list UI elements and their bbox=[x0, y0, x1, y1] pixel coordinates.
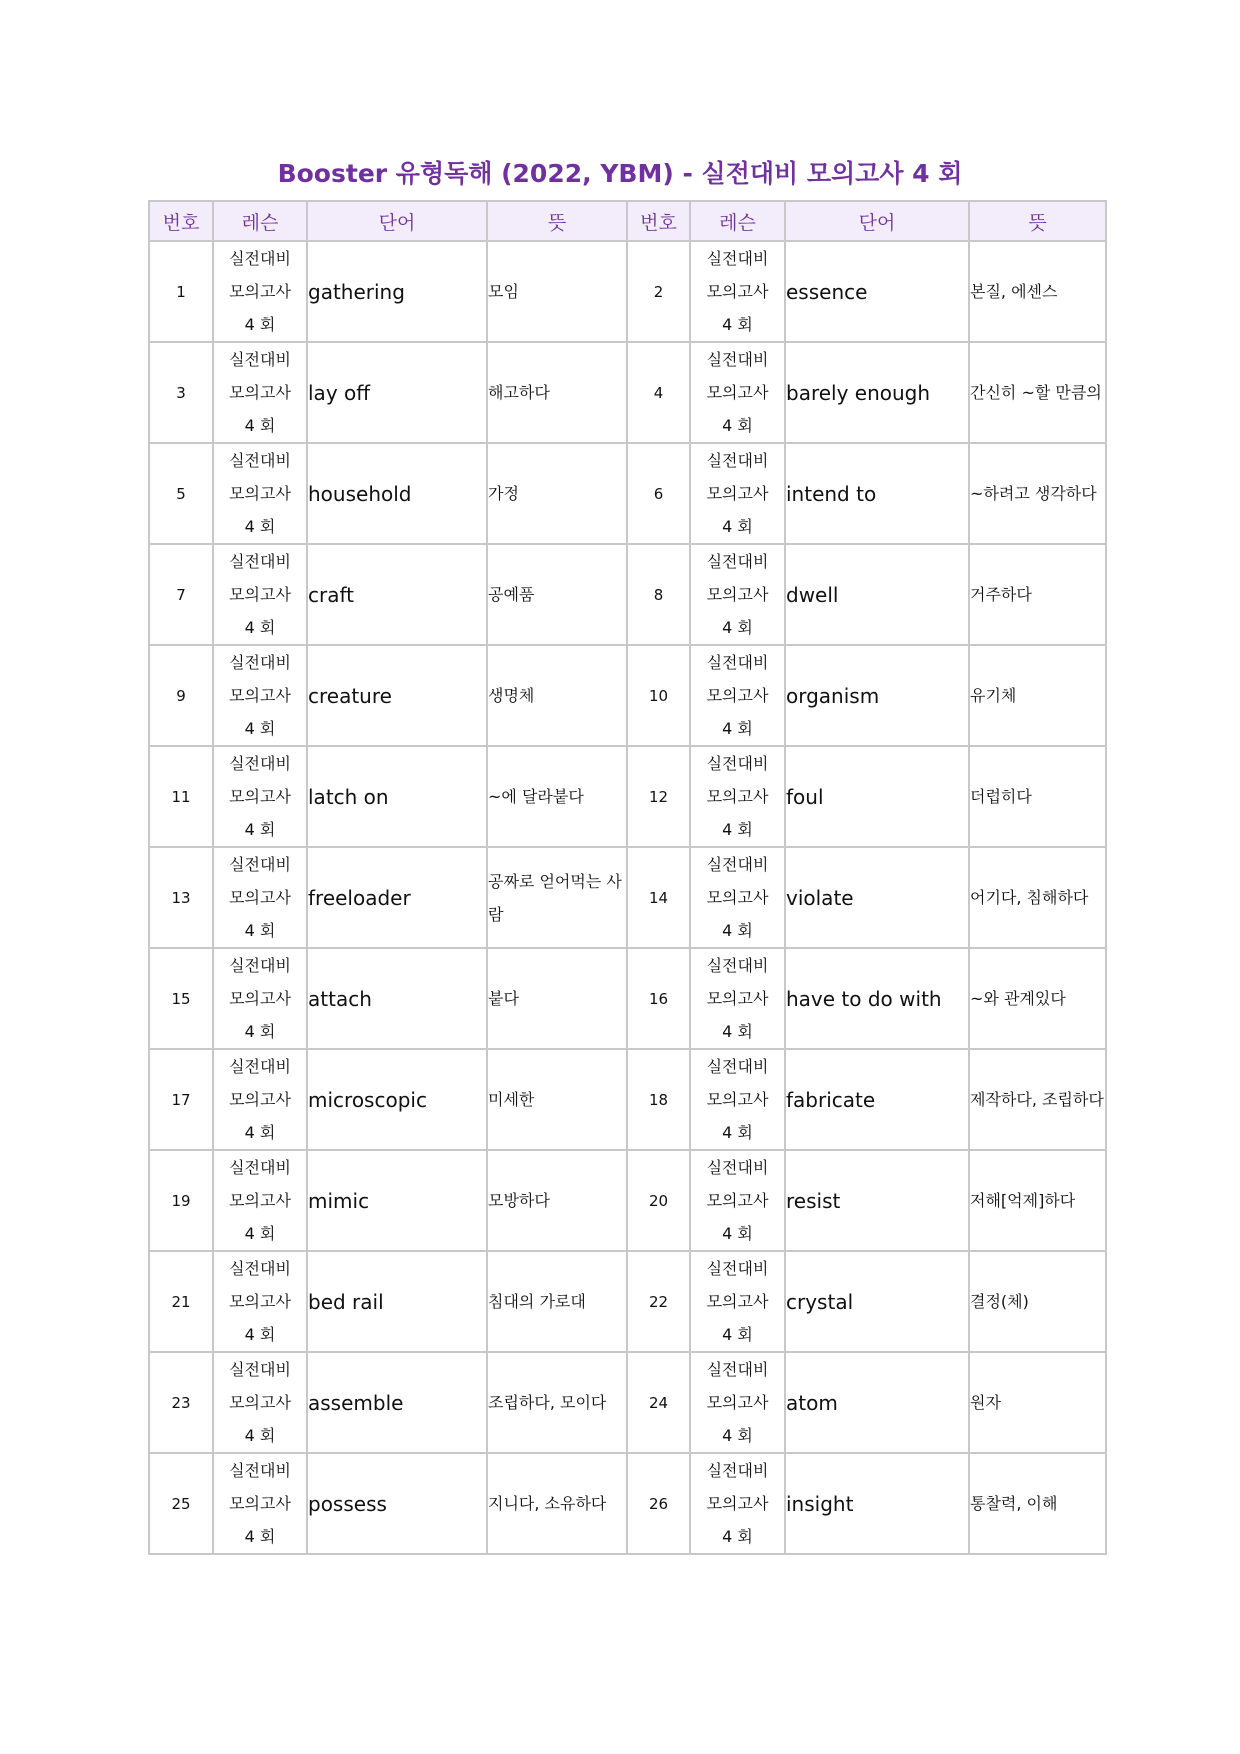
lesson-line: 4 회 bbox=[244, 719, 276, 738]
entry-word: atom bbox=[785, 1352, 969, 1453]
entry-lesson bbox=[690, 1352, 785, 1453]
entry-word: possess bbox=[307, 1453, 487, 1554]
lesson-line: 4 회 bbox=[722, 1123, 753, 1142]
entry-word: craft bbox=[307, 544, 487, 645]
lesson-line: 실전대비 bbox=[706, 1461, 769, 1480]
entry-word: creature bbox=[307, 645, 487, 746]
entry-lesson bbox=[213, 746, 307, 847]
entry-lesson bbox=[690, 1251, 785, 1352]
entry-lesson bbox=[690, 342, 785, 443]
lesson-line: 모의고사 bbox=[229, 484, 291, 503]
lesson-line: 모의고사 bbox=[706, 585, 769, 604]
entry-lesson bbox=[690, 1453, 785, 1554]
entry-meaning: 어기다, 침해하다 bbox=[969, 847, 1106, 948]
lesson-line: 4 회 bbox=[244, 1123, 276, 1142]
lesson-line: 실전대비 bbox=[706, 1259, 769, 1278]
entry-lesson bbox=[213, 1150, 307, 1251]
entry-number: 24 bbox=[627, 1352, 690, 1453]
table-row bbox=[149, 645, 1106, 746]
entry-meaning: 해고하다 bbox=[487, 342, 627, 443]
entry-meaning: 통찰력, 이해 bbox=[969, 1453, 1106, 1554]
entry-word: have to do with bbox=[785, 948, 969, 1049]
entry-lesson bbox=[690, 1049, 785, 1150]
entry-meaning: 공짜로 얻어먹는 사람 bbox=[487, 847, 627, 948]
entry-word: dwell bbox=[785, 544, 969, 645]
lesson-line: 실전대비 bbox=[229, 1461, 291, 1480]
entry-lesson bbox=[690, 746, 785, 847]
lesson-line: 실전대비 bbox=[229, 653, 291, 672]
entry-word: attach bbox=[307, 948, 487, 1049]
lesson-line: 4 회 bbox=[722, 416, 753, 435]
entry-meaning: 간신히 ~할 만큼의 bbox=[969, 342, 1106, 443]
lesson-line: 모의고사 bbox=[229, 1393, 291, 1412]
header-number: 번호 bbox=[149, 201, 213, 241]
lesson-line: 4 회 bbox=[722, 1325, 753, 1344]
lesson-line: 4 회 bbox=[722, 315, 753, 334]
lesson-line: 실전대비 bbox=[229, 1360, 291, 1379]
entry-lesson bbox=[213, 948, 307, 1049]
entry-meaning: 유기체 bbox=[969, 645, 1106, 746]
lesson-line: 실전대비 bbox=[229, 350, 291, 369]
lesson-line: 모의고사 bbox=[229, 383, 291, 402]
header-word: 단어 bbox=[307, 201, 487, 241]
lesson-line: 4 회 bbox=[722, 1224, 753, 1243]
lesson-line: 실전대비 bbox=[229, 552, 291, 571]
entry-number: 7 bbox=[149, 544, 213, 645]
table-row bbox=[149, 847, 1106, 948]
vocab-table-body bbox=[149, 241, 1106, 1554]
entry-number: 22 bbox=[627, 1251, 690, 1352]
entry-lesson bbox=[213, 1049, 307, 1150]
entry-lesson bbox=[213, 1251, 307, 1352]
entry-lesson bbox=[690, 948, 785, 1049]
lesson-line: 실전대비 bbox=[229, 451, 291, 470]
entry-number: 23 bbox=[149, 1352, 213, 1453]
lesson-line: 4 회 bbox=[722, 921, 753, 940]
lesson-line: 4 회 bbox=[722, 820, 753, 839]
header-meaning: 뜻 bbox=[969, 201, 1106, 241]
lesson-line: 4 회 bbox=[244, 315, 276, 334]
lesson-line: 4 회 bbox=[244, 1527, 276, 1546]
entry-number: 9 bbox=[149, 645, 213, 746]
entry-lesson bbox=[213, 645, 307, 746]
entry-meaning: 붙다 bbox=[487, 948, 627, 1049]
entry-number: 14 bbox=[627, 847, 690, 948]
table-row bbox=[149, 746, 1106, 847]
vocab-table bbox=[148, 200, 1107, 1555]
entry-meaning: 모방하다 bbox=[487, 1150, 627, 1251]
entry-number: 20 bbox=[627, 1150, 690, 1251]
table-row bbox=[149, 241, 1106, 342]
entry-word: essence bbox=[785, 241, 969, 342]
lesson-line: 4 회 bbox=[244, 1426, 276, 1445]
entry-number: 25 bbox=[149, 1453, 213, 1554]
entry-number: 5 bbox=[149, 443, 213, 544]
entry-word: bed rail bbox=[307, 1251, 487, 1352]
entry-meaning: ~와 관계있다 bbox=[969, 948, 1106, 1049]
entry-number: 12 bbox=[627, 746, 690, 847]
entry-word: microscopic bbox=[307, 1049, 487, 1150]
entry-word: foul bbox=[785, 746, 969, 847]
header-lesson: 레슨 bbox=[213, 201, 307, 241]
entry-number: 26 bbox=[627, 1453, 690, 1554]
entry-lesson bbox=[690, 544, 785, 645]
lesson-line: 모의고사 bbox=[229, 989, 291, 1008]
entry-number: 11 bbox=[149, 746, 213, 847]
lesson-line: 실전대비 bbox=[706, 249, 769, 268]
table-row bbox=[149, 948, 1106, 1049]
table-row bbox=[149, 1251, 1106, 1352]
lesson-line: 모의고사 bbox=[229, 1292, 291, 1311]
table-row bbox=[149, 544, 1106, 645]
lesson-line: 실전대비 bbox=[706, 1360, 769, 1379]
header-meaning: 뜻 bbox=[487, 201, 627, 241]
entry-word: assemble bbox=[307, 1352, 487, 1453]
lesson-line: 실전대비 bbox=[706, 956, 769, 975]
lesson-line: 모의고사 bbox=[229, 282, 291, 301]
lesson-line: 4 회 bbox=[722, 618, 753, 637]
entry-meaning: 저해[억제]하다 bbox=[969, 1150, 1106, 1251]
header-word: 단어 bbox=[785, 201, 969, 241]
lesson-line: 실전대비 bbox=[706, 350, 769, 369]
lesson-line: 실전대비 bbox=[229, 1259, 291, 1278]
page-title: Booster 유형독해 (2022, YBM) - 실전대비 모의고사 4 회 bbox=[277, 159, 963, 188]
table-row bbox=[149, 1150, 1106, 1251]
lesson-line: 실전대비 bbox=[706, 1158, 769, 1177]
entry-meaning: 거주하다 bbox=[969, 544, 1106, 645]
entry-word: latch on bbox=[307, 746, 487, 847]
lesson-line: 4 회 bbox=[722, 1527, 753, 1546]
lesson-line: 모의고사 bbox=[229, 686, 291, 705]
lesson-line: 모의고사 bbox=[706, 1292, 769, 1311]
lesson-line: 4 회 bbox=[722, 719, 753, 738]
entry-lesson bbox=[213, 544, 307, 645]
entry-word: organism bbox=[785, 645, 969, 746]
lesson-line: 실전대비 bbox=[706, 1057, 769, 1076]
lesson-line: 모의고사 bbox=[706, 888, 769, 907]
lesson-line: 모의고사 bbox=[229, 585, 291, 604]
lesson-line: 실전대비 bbox=[229, 956, 291, 975]
entry-lesson bbox=[213, 443, 307, 544]
entry-meaning: 조립하다, 모이다 bbox=[487, 1352, 627, 1453]
lesson-line: 모의고사 bbox=[706, 1393, 769, 1412]
entry-word: crystal bbox=[785, 1251, 969, 1352]
entry-meaning: 미세한 bbox=[487, 1049, 627, 1150]
lesson-line: 4 회 bbox=[244, 1022, 276, 1041]
entry-number: 16 bbox=[627, 948, 690, 1049]
lesson-line: 모의고사 bbox=[706, 787, 769, 806]
entry-word: household bbox=[307, 443, 487, 544]
entry-number: 1 bbox=[149, 241, 213, 342]
lesson-line: 모의고사 bbox=[229, 787, 291, 806]
table-row bbox=[149, 1352, 1106, 1453]
entry-word: insight bbox=[785, 1453, 969, 1554]
header-number: 번호 bbox=[627, 201, 690, 241]
entry-number: 13 bbox=[149, 847, 213, 948]
entry-lesson bbox=[690, 645, 785, 746]
entry-number: 19 bbox=[149, 1150, 213, 1251]
entry-meaning: 결정(체) bbox=[969, 1251, 1106, 1352]
entry-number: 8 bbox=[627, 544, 690, 645]
entry-word: mimic bbox=[307, 1150, 487, 1251]
entry-meaning: 공예품 bbox=[487, 544, 627, 645]
lesson-line: 4 회 bbox=[244, 618, 276, 637]
entry-lesson bbox=[213, 1453, 307, 1554]
entry-number: 21 bbox=[149, 1251, 213, 1352]
lesson-line: 4 회 bbox=[722, 1022, 753, 1041]
lesson-line: 4 회 bbox=[244, 1325, 276, 1344]
entry-lesson bbox=[690, 443, 785, 544]
entry-number: 3 bbox=[149, 342, 213, 443]
entry-lesson bbox=[690, 241, 785, 342]
entry-word: freeloader bbox=[307, 847, 487, 948]
table-row bbox=[149, 1049, 1106, 1150]
lesson-line: 실전대비 bbox=[706, 855, 769, 874]
entry-meaning: 생명체 bbox=[487, 645, 627, 746]
entry-word: barely enough bbox=[785, 342, 969, 443]
lesson-line: 모의고사 bbox=[229, 888, 291, 907]
lesson-line: 모의고사 bbox=[229, 1494, 291, 1513]
table-row bbox=[149, 443, 1106, 544]
entry-number: 17 bbox=[149, 1049, 213, 1150]
lesson-line: 4 회 bbox=[722, 517, 753, 536]
entry-word: gathering bbox=[307, 241, 487, 342]
lesson-line: 모의고사 bbox=[706, 989, 769, 1008]
entry-meaning: 본질, 에센스 bbox=[969, 241, 1106, 342]
lesson-line: 실전대비 bbox=[229, 1057, 291, 1076]
entry-meaning: ~하려고 생각하다 bbox=[969, 443, 1106, 544]
lesson-line: 4 회 bbox=[244, 416, 276, 435]
entry-word: resist bbox=[785, 1150, 969, 1251]
entry-meaning: ~에 달라붙다 bbox=[487, 746, 627, 847]
entry-meaning: 모임 bbox=[487, 241, 627, 342]
lesson-line: 실전대비 bbox=[229, 754, 291, 773]
table-row bbox=[149, 342, 1106, 443]
header-lesson: 레슨 bbox=[690, 201, 785, 241]
entry-meaning: 더럽히다 bbox=[969, 746, 1106, 847]
entry-word: lay off bbox=[307, 342, 487, 443]
entry-lesson bbox=[213, 342, 307, 443]
lesson-line: 모의고사 bbox=[706, 1494, 769, 1513]
entry-lesson bbox=[213, 847, 307, 948]
entry-word: intend to bbox=[785, 443, 969, 544]
entry-number: 15 bbox=[149, 948, 213, 1049]
lesson-line: 모의고사 bbox=[229, 1090, 291, 1109]
entry-number: 2 bbox=[627, 241, 690, 342]
lesson-line: 4 회 bbox=[722, 1426, 753, 1445]
lesson-line: 모의고사 bbox=[706, 484, 769, 503]
header-row bbox=[149, 201, 1106, 241]
entry-meaning: 가정 bbox=[487, 443, 627, 544]
lesson-line: 모의고사 bbox=[706, 1191, 769, 1210]
entry-word: fabricate bbox=[785, 1049, 969, 1150]
entry-lesson bbox=[213, 241, 307, 342]
entry-number: 4 bbox=[627, 342, 690, 443]
lesson-line: 4 회 bbox=[244, 820, 276, 839]
entry-lesson bbox=[690, 1150, 785, 1251]
lesson-line: 실전대비 bbox=[229, 855, 291, 874]
entry-number: 18 bbox=[627, 1049, 690, 1150]
lesson-line: 모의고사 bbox=[706, 686, 769, 705]
lesson-line: 실전대비 bbox=[706, 653, 769, 672]
lesson-line: 실전대비 bbox=[706, 754, 769, 773]
lesson-line: 모의고사 bbox=[706, 1090, 769, 1109]
lesson-line: 실전대비 bbox=[229, 1158, 291, 1177]
lesson-line: 4 회 bbox=[244, 921, 276, 940]
lesson-line: 실전대비 bbox=[229, 249, 291, 268]
lesson-line: 모의고사 bbox=[229, 1191, 291, 1210]
entry-meaning: 제작하다, 조립하다 bbox=[969, 1049, 1106, 1150]
entry-meaning: 침대의 가로대 bbox=[487, 1251, 627, 1352]
entry-meaning: 원자 bbox=[969, 1352, 1106, 1453]
entry-number: 10 bbox=[627, 645, 690, 746]
lesson-line: 모의고사 bbox=[706, 383, 769, 402]
lesson-line: 실전대비 bbox=[706, 552, 769, 571]
entry-meaning: 지니다, 소유하다 bbox=[487, 1453, 627, 1554]
lesson-line: 실전대비 bbox=[706, 451, 769, 470]
entry-lesson bbox=[213, 1352, 307, 1453]
lesson-line: 모의고사 bbox=[706, 282, 769, 301]
lesson-line: 4 회 bbox=[244, 1224, 276, 1243]
entry-number: 6 bbox=[627, 443, 690, 544]
table-row bbox=[149, 1453, 1106, 1554]
lesson-line: 4 회 bbox=[244, 517, 276, 536]
entry-word: violate bbox=[785, 847, 969, 948]
entry-lesson bbox=[690, 847, 785, 948]
